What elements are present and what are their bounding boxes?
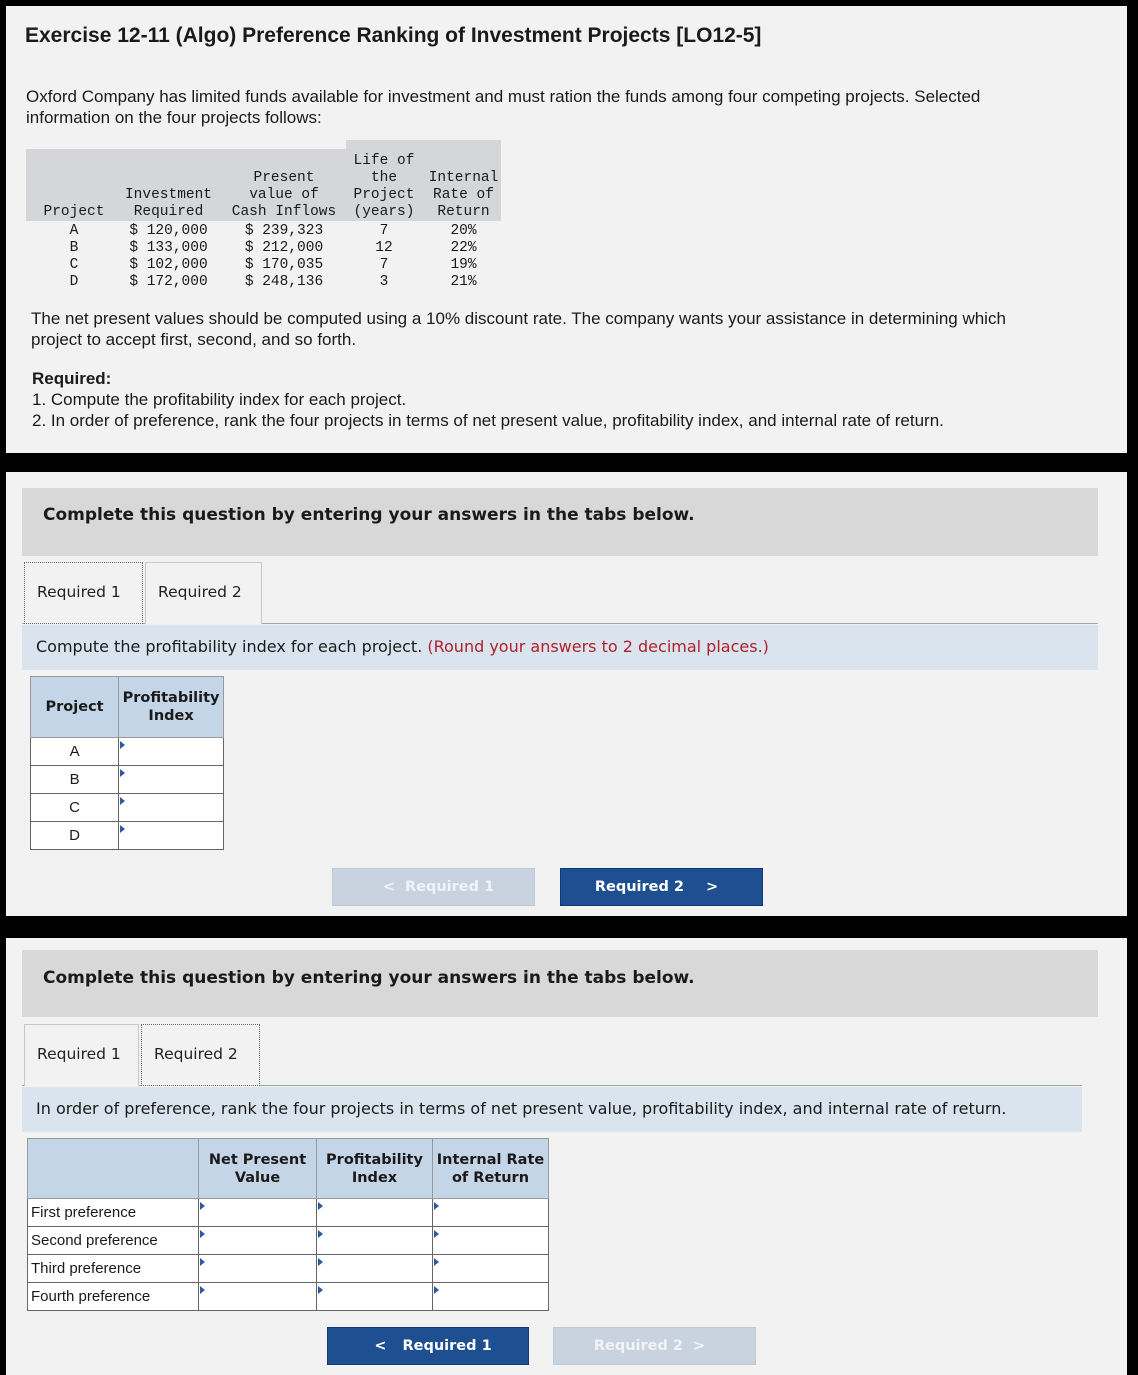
col-header-project: Project: [31, 677, 119, 738]
tab-required-2[interactable]: Required 2: [145, 562, 262, 624]
npv-rank-input-1[interactable]: [199, 1199, 317, 1227]
required-1-text: 1. Compute the profitability index for each project.: [32, 390, 407, 409]
table-row: Fourth preference: [28, 1283, 549, 1311]
table-row: D: [31, 822, 224, 850]
irr-rank-input-1[interactable]: [433, 1199, 549, 1227]
col-header-project: Project: [43, 204, 105, 220]
col-header-irr: Internal Rate of Return: [428, 170, 499, 220]
chevron-left-icon: <: [382, 879, 395, 895]
pi-rank-input-4[interactable]: [317, 1283, 433, 1311]
instruction-banner: Complete this question by entering your answers in the tabs below.: [22, 950, 1098, 1017]
instruction-banner: Complete this question by entering your answers in the tabs below.: [22, 488, 1098, 556]
pi-input-c[interactable]: [119, 794, 224, 822]
table-row: B: [31, 766, 224, 794]
required-2-text: 2. In order of preference, rank the four projects in terms of net present value, profitability index, and internal rate of return.: [32, 411, 944, 430]
table-row: D $ 172,000 $ 248,136 3 21%: [69, 274, 477, 290]
profitability-index-table: [30, 676, 224, 850]
col-header-profitability-index: Profitability Index: [317, 1139, 433, 1199]
required-section: [32, 368, 944, 431]
problem-panel: [6, 6, 1127, 453]
pi-rank-input-2[interactable]: [317, 1227, 433, 1255]
exercise-title: Exercise 12-11 (Algo) Preference Ranking of Investment Projects [LO12-5]: [25, 24, 762, 47]
npv-rank-input-2[interactable]: [199, 1227, 317, 1255]
irr-rank-input-4[interactable]: [433, 1283, 549, 1311]
discount-note: The net present values should be computed using a 10% discount rate. The company wants your assistance in determining which project to accept first, second, and so forth.: [31, 309, 1006, 349]
data-rows: [26, 223, 501, 291]
tab-required-1[interactable]: Required 1: [24, 1024, 139, 1086]
prev-required-1-button[interactable]: < Required 1: [327, 1327, 529, 1365]
tab-required-2[interactable]: Required 2: [141, 1024, 260, 1086]
preference-ranking-table: [27, 1138, 549, 1311]
pi-input-d[interactable]: [119, 822, 224, 850]
next-required-2-button[interactable]: Required 2 >: [553, 1327, 756, 1365]
pi-input-b[interactable]: [119, 766, 224, 794]
table-row: A $ 120,000 $ 239,323 7 20%: [69, 223, 477, 239]
col-header-blank: [28, 1139, 199, 1199]
rounding-hint: (Round your answers to 2 decimal places.): [427, 637, 769, 656]
col-header-irr: Internal Rate of Return: [433, 1139, 549, 1199]
npv-rank-input-3[interactable]: [199, 1255, 317, 1283]
required-label: Required:: [32, 369, 112, 388]
table-row: C $ 102,000 $ 170,035 7 19%: [69, 257, 477, 273]
chevron-right-icon: >: [693, 1338, 706, 1354]
irr-rank-input-3[interactable]: [433, 1255, 549, 1283]
npv-rank-input-4[interactable]: [199, 1283, 317, 1311]
table-row: Second preference: [28, 1227, 549, 1255]
pi-input-a[interactable]: [119, 738, 224, 766]
required-2-panel: [6, 938, 1127, 1375]
prev-required-1-button[interactable]: < Required 1: [332, 868, 535, 906]
table-row: First preference: [28, 1199, 549, 1227]
question-prompt: Compute the profitability index for each project. (Round your answers to 2 decimal places.): [22, 625, 1098, 670]
project-data-table: [26, 149, 501, 290]
col-header-npv: Net Present Value: [199, 1139, 317, 1199]
table-row: B $ 133,000 $ 212,000 12 22%: [69, 240, 477, 256]
col-header-investment: Investment Required: [124, 187, 212, 220]
chevron-left-icon: <: [374, 1338, 387, 1354]
pi-rank-input-1[interactable]: [317, 1199, 433, 1227]
table-row: C: [31, 794, 224, 822]
irr-rank-input-2[interactable]: [433, 1227, 549, 1255]
question-prompt: In order of preference, rank the four projects in terms of net present value, profitability index, and internal rate of return.: [22, 1087, 1082, 1132]
pi-rank-input-3[interactable]: [317, 1255, 433, 1283]
required-1-panel: [6, 472, 1127, 916]
table-row: A: [31, 738, 224, 766]
next-required-2-button[interactable]: Required 2 >: [560, 868, 763, 906]
table-row: Third preference: [28, 1255, 549, 1283]
col-header-life: Life of the Project (years): [353, 153, 415, 220]
col-header-pv: Present value of Cash Inflows: [231, 170, 337, 220]
tab-required-1[interactable]: Required 1: [24, 562, 143, 624]
chevron-right-icon: >: [706, 879, 719, 895]
col-header-profitability-index: Profitability Index: [119, 677, 224, 738]
intro-text: Oxford Company has limited funds available for investment and must ration the funds among four competing projects. Selected information on the four projects follows:: [26, 87, 981, 127]
